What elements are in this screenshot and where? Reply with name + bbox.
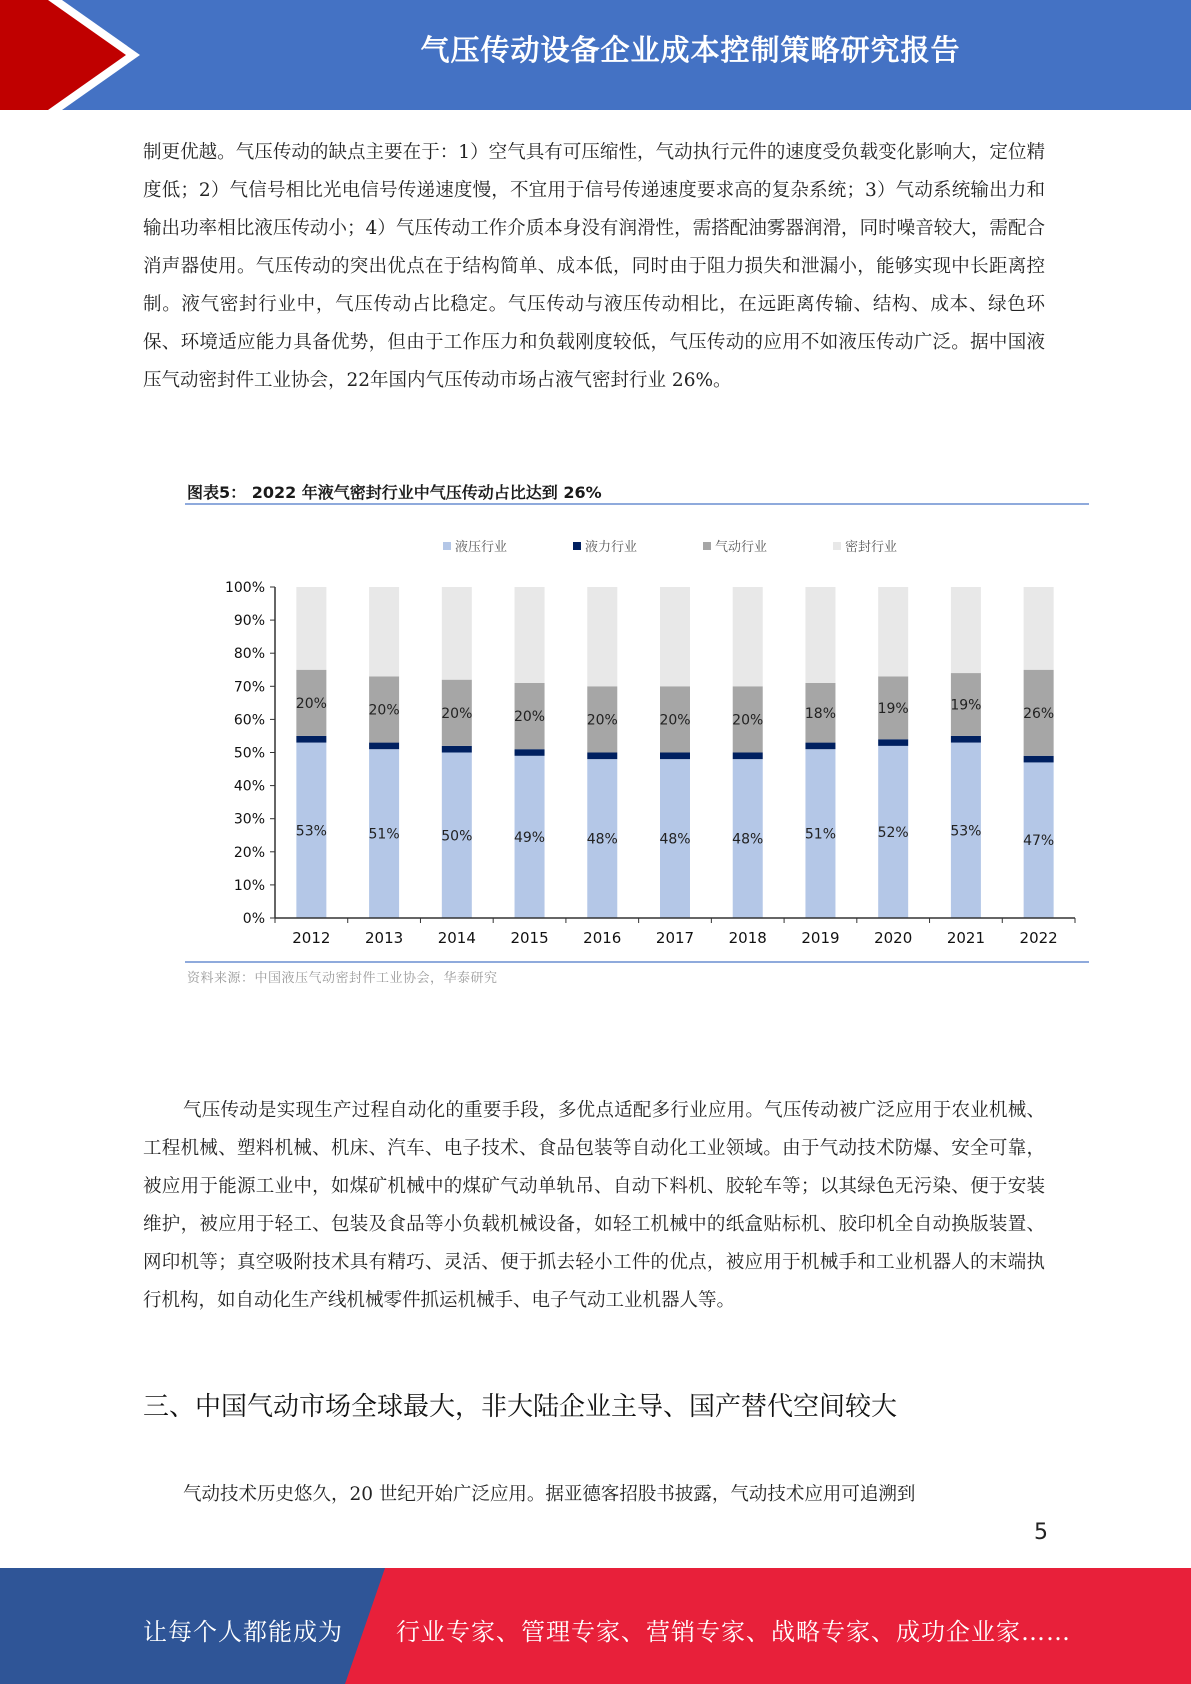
x-tick-label: 2020 [874,929,913,947]
y-tick-label: 70% [233,679,265,696]
legend-swatch [703,542,711,550]
bar-segment [515,587,545,683]
figure-bottom-rule [185,961,1089,963]
y-tick-label: 50% [233,745,265,762]
legend-label: 液压行业 [455,540,508,555]
bar-data-label: 20% [368,702,400,719]
y-tick-label: 60% [233,712,265,729]
legend-swatch [573,542,581,550]
chevron-icon [0,0,160,110]
bar-segment [733,753,763,760]
bar-data-label: 49% [513,829,546,846]
x-tick-label: 2019 [801,929,840,947]
footer-slogan-right: 行业专家、管理专家、营销专家、战略专家、成功企业家…… [396,1618,1071,1646]
bar-segment [1024,756,1054,763]
bar-data-label: 48% [586,831,618,848]
bar-data-label: 20% [659,712,691,729]
bar-segment [733,587,763,686]
y-tick-label: 90% [233,613,265,630]
y-tick-label: 30% [233,811,265,828]
bar-data-label: 53% [950,823,982,840]
bar-segment [878,739,908,746]
bar-segment [369,587,399,676]
y-tick-label: 0% [242,911,265,927]
bar-segment [660,753,690,760]
y-tick-label: 80% [233,646,265,663]
bar-segment [1024,587,1054,670]
bar-data-label: 51% [368,826,400,843]
body-paragraph-3: 气动技术历史悠久，20 世纪开始广泛应用。据亚德客招股书披露，气动技术应用可追溯到 [183,1484,916,1505]
bar-data-label: 20% [441,705,473,722]
bar-data-label: 53% [295,823,327,840]
y-tick-label: 40% [233,778,265,795]
bar-segment [369,743,399,750]
footer-slogan-left: 让每个人都能成为 [143,1618,343,1646]
bar-segment [660,587,690,686]
legend-label: 密封行业 [845,540,898,555]
bar-data-label: 20% [732,712,764,729]
figure-title: 图表5： 2022 年液气密封行业中气压传动占比达到 26% [187,483,602,502]
bar-data-label: 52% [877,824,909,841]
body-paragraph-1: 制更优越。气压传动的缺点主要在于：1）空气具有可压缩性，气动执行元件的速度受负载变化影响大，定位精度低；2）气信号相比光电信号传递速度慢，不宜用于信号传递速度要求高的复杂系统；3）气动系统输出力和输出功率相比液压传动小；4）气压传动工作介质本身没有润滑性，需搭配油雾器润滑，同时噪音较大，需配合消声器使用。气压传动的突出优点在于结构简单、成本低，同时由于阻力损失和泄漏小，能够实现中长距离控制。液气密封行业中，气压传动占比稳定。气压传动与液压传动相比，在远距离传输、结构、成本、绿色环保、环境适应能力具备优势，但由于工作压力和负载刚度较低，气压传动的应用不如液压传动广泛。据中国液压气动密封件工业协会，22年国内气压传动市场占液气密封行业 26%。 [143,142,1045,391]
bar-segment [805,743,835,750]
bar-data-label: 51% [804,826,837,843]
legend-label: 气动行业 [715,540,768,555]
bar-data-label: 48% [732,831,764,848]
stacked-bar-chart [185,520,1089,960]
bar-data-label: 48% [659,831,691,848]
bar-data-label: 47% [1023,833,1055,850]
chart-legend [443,539,897,555]
bar-segment [805,587,835,683]
bar-segment [296,736,326,743]
x-tick-label: 2014 [437,929,476,947]
bar-data-label: 19% [950,697,982,714]
figure-source: 资料来源：中国液压气动密封件工业协会，华泰研究 [187,971,498,986]
bar-segment [515,749,545,756]
x-axis [275,918,1075,947]
y-axis [225,580,275,927]
chart-bars [296,587,1054,918]
bar-segment [951,736,981,743]
x-tick-label: 2017 [655,929,695,947]
bar-segment [296,587,326,670]
y-tick-label: 20% [233,844,265,861]
x-tick-label: 2016 [583,929,622,947]
page-number: 5 [1034,1520,1048,1545]
bar-segment [442,746,472,753]
bar-segment [587,587,617,686]
figure-top-rule [185,503,1089,505]
bar-data-label: 20% [295,695,327,712]
x-tick-label: 2018 [728,929,767,947]
bar-segment [442,587,472,680]
bar-segment [878,587,908,676]
page-header [0,0,1191,110]
y-tick-label: 10% [233,877,265,894]
legend-label: 液力行业 [585,540,638,555]
bar-data-label: 20% [513,709,546,726]
x-tick-label: 2021 [946,929,986,947]
y-tick-label: 100% [224,580,265,596]
bar-data-label: 20% [586,712,618,729]
x-tick-label: 2012 [292,929,331,947]
bar-data-label: 18% [804,705,837,722]
legend-swatch [833,542,841,550]
x-tick-label: 2022 [1019,929,1058,947]
bar-data-label: 50% [441,828,473,845]
report-title: 气压传动设备企业成本控制策略研究报告 [420,33,961,67]
x-tick-label: 2013 [364,929,404,947]
page-footer [0,1568,1191,1684]
body-paragraph-2: 气压传动是实现生产过程自动化的重要手段，多优点适配多行业应用。气压传动被广泛应用于农业机械、工程机械、塑料机械、机床、汽车、电子技术、食品包装等自动化工业领域。由于气动技术防爆、安全可靠，被应用于能源工业中，如煤矿机械中的煤矿气动单轨吊、自动下料机、胶轮车等；以其绿色无污染、便于安装维护，被应用于轻工、包装及食品等小负载机械设备，如轻工机械中的纸盒贴标机、胶印机全自动换版装置、网印机等；真空吸附技术具有精巧、灵活、便于抓去轻小工件的优点，被应用于机械手和工业机器人的末端执行机构，如自动化生产线机械零件抓运机械手、电子气动工业机器人等。 [143,1100,1045,1311]
x-tick-label: 2015 [510,929,549,947]
bar-data-label: 26% [1023,705,1055,722]
legend-swatch [443,542,451,550]
bar-segment [587,753,617,760]
section-heading: 三、中国气动市场全球最大，非大陆企业主导、国产替代空间较大 [143,1392,898,1422]
bar-segment [951,587,981,673]
bar-data-label: 19% [877,700,909,717]
